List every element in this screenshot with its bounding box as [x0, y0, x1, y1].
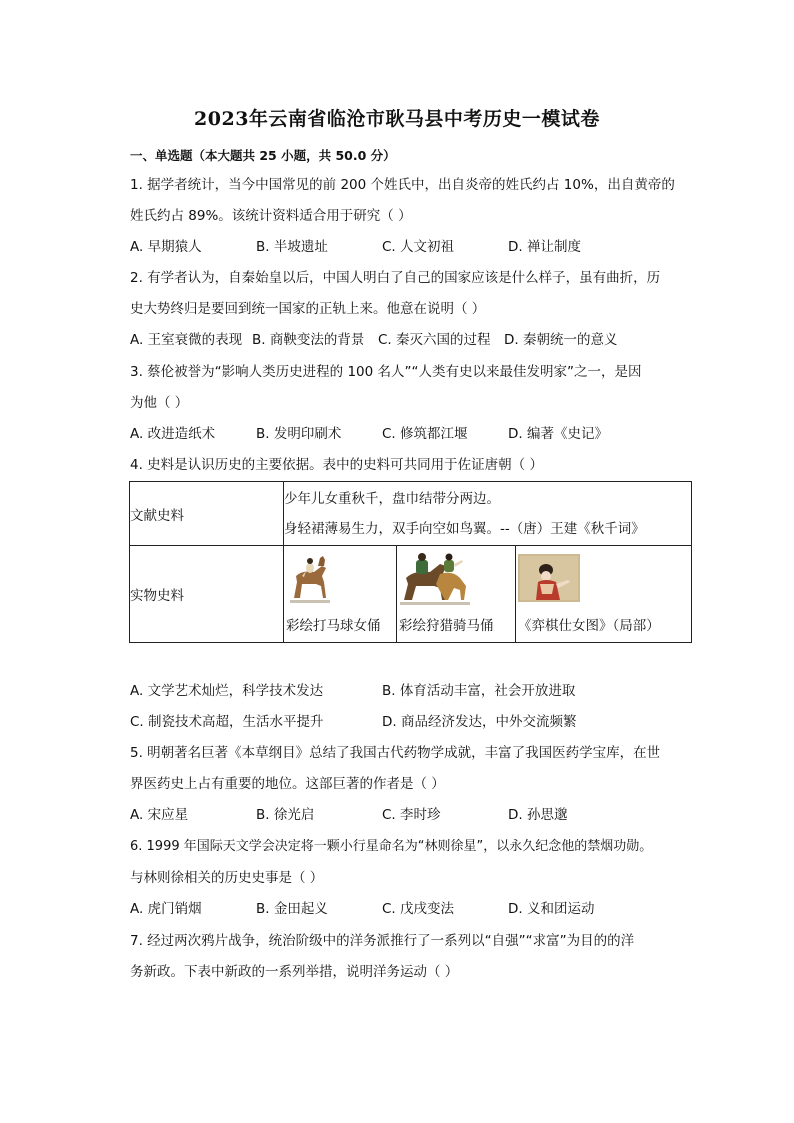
q1-option-b[interactable]: B. 半坡遗址: [256, 239, 328, 255]
q3-option-a[interactable]: A. 改进造纸术: [130, 426, 216, 442]
q1-line-1: 1. 据学者统计，当今中国常见的前 200 个姓氏中，出自炎帝的姓氏约占 10%，出自黄帝的: [130, 177, 675, 193]
exam-title: 2023年云南省临沧市耿马县中考历史一模试卷: [194, 108, 600, 130]
q5-option-a[interactable]: A. 宋应星: [130, 807, 189, 823]
painting-image: [518, 554, 580, 602]
q3-option-d[interactable]: D. 编著《史记》: [508, 426, 608, 442]
q6-line-2: 与林则徐相关的历史史事是（ ）: [130, 870, 324, 886]
q6-option-d[interactable]: D. 义和团运动: [508, 901, 595, 917]
q5-option-c[interactable]: C. 李时珍: [382, 807, 441, 823]
q5-line-1: 5. 明朝著名巨著《本草纲目》总结了我国古代药物学成就，丰富了我国医药学宝库，在世: [130, 745, 661, 761]
artifact-caption-painting: 《弈棋仕女图》（局部）: [518, 618, 660, 634]
artifact-cell-polo: [284, 546, 397, 643]
q6-option-c[interactable]: C. 戊戌变法: [382, 901, 455, 917]
q2-line-1: 2. 有学者认为，自秦始皇以后，中国人明白了自己的国家应该是什么样子，虽有曲折，历: [130, 270, 661, 286]
q3-line-1: 3. 蔡伦被誉为“影响人类历史进程的 100 名人”“人类有史以来最佳发明家”之一，是因: [130, 364, 642, 380]
q7-line-1: 7. 经过两次鸦片战争，统治阶级中的洋务派推行了一系列以“自强”“求富”为目的的洋: [130, 933, 635, 949]
doc-source-cell: [284, 482, 692, 546]
artifact-cell-hunting: [397, 546, 516, 643]
q3-line-2: 为他（ ）: [130, 395, 189, 411]
doc-source-line-1: 少年儿女重秋千，盘巾结带分两边。: [284, 490, 500, 507]
q3-option-b[interactable]: B. 发明印刷术: [256, 426, 342, 442]
q1-option-a[interactable]: A. 早期猿人: [130, 239, 202, 255]
q2-option-b[interactable]: B. 商鞅变法的背景: [252, 332, 365, 348]
q7-line-2: 务新政。下表中新政的一系列举措，说明洋务运动（ ）: [130, 964, 459, 980]
q3-option-c[interactable]: C. 修筑都江堰: [382, 426, 468, 442]
q1-option-d[interactable]: D. 禅让制度: [508, 239, 581, 255]
artifact-caption-polo: 彩绘打马球女俑: [286, 618, 381, 634]
table-row-label-doc: 文献史料: [130, 482, 284, 546]
q5-option-d[interactable]: D. 孙思邈: [508, 807, 568, 823]
q4-line-1: 4. 史料是认识历史的主要依据。表中的史料可共同用于佐证唐朝（ ）: [130, 457, 543, 473]
q2-option-a[interactable]: A. 王室衰微的表现: [130, 332, 243, 348]
q6-option-b[interactable]: B. 金田起义: [256, 901, 328, 917]
hunting-figurine-image: [400, 550, 470, 606]
artifact-caption-hunting: 彩绘狩猎骑马俑: [399, 618, 494, 634]
section-heading: 一、单选题（本大题共 25 小题，共 50.0 分）: [130, 148, 396, 163]
q4-option-a[interactable]: A. 文学艺术灿烂，科学技术发达: [130, 683, 324, 699]
source-table: [129, 481, 692, 643]
q2-option-c[interactable]: C. 秦灭六国的过程: [378, 332, 491, 348]
q4-option-d[interactable]: D. 商品经济发达，中外交流频繁: [382, 714, 577, 730]
q4-option-b[interactable]: B. 体育活动丰富，社会开放进取: [382, 683, 576, 699]
q1-line-2: 姓氏约占 89%。该统计资料适合用于研究（ ）: [130, 208, 412, 224]
q5-option-b[interactable]: B. 徐光启: [256, 807, 315, 823]
polo-figurine-image: [288, 552, 332, 604]
q5-line-2: 界医药史上占有重要的地位。这部巨著的作者是（ ）: [130, 776, 445, 792]
q6-line-1: 6. 1999 年国际天文学会决定将一颗小行星命名为“林则徐星”，以永久纪念他的禁烟功勋。: [130, 839, 653, 854]
q6-option-a[interactable]: A. 虎门销烟: [130, 901, 202, 917]
q2-line-2: 史大势终归是要回到统一国家的正轨上来。他意在说明（ ）: [130, 301, 486, 317]
q1-option-c[interactable]: C. 人文初祖: [382, 239, 455, 255]
q4-option-c[interactable]: C. 制瓷技术高超，生活水平提升: [130, 714, 324, 730]
artifact-cell-painting: [516, 546, 692, 643]
q2-option-d[interactable]: D. 秦朝统一的意义: [504, 332, 618, 348]
table-row-label-artifact: 实物史料: [130, 546, 284, 643]
doc-source-line-2: 身轻裙薄易生力，双手向空如鸟翼。--（唐）王建《秋千词》: [284, 520, 645, 537]
